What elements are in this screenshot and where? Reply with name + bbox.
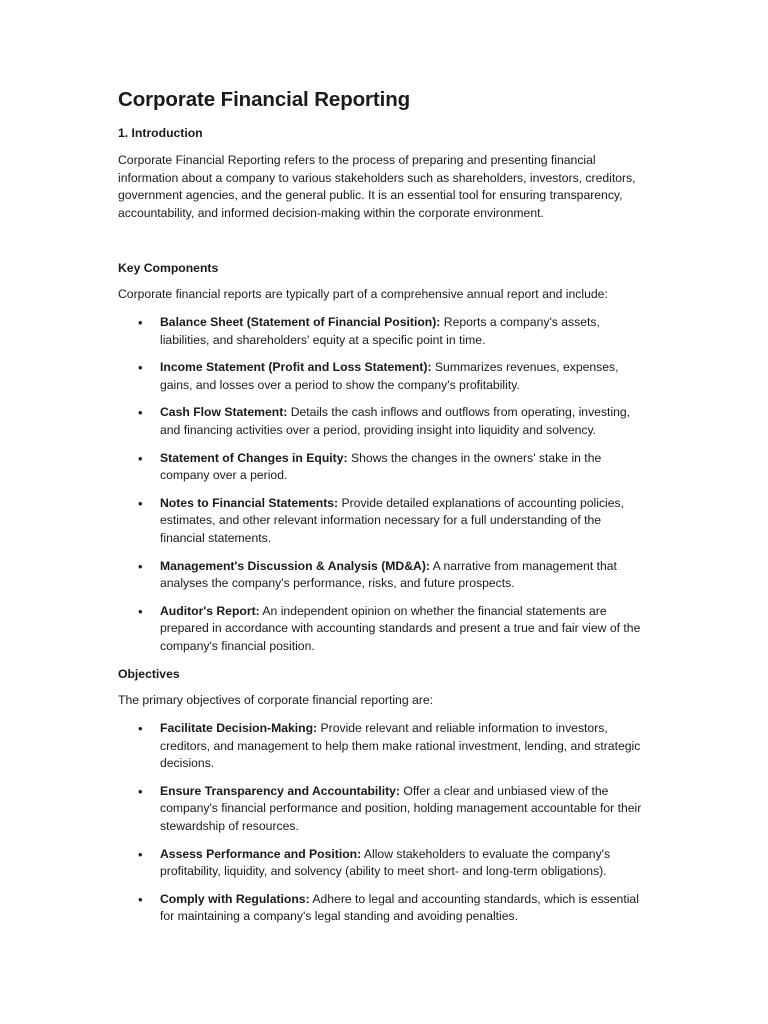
bullet-icon: • <box>138 603 143 619</box>
intro-paragraph: Corporate Financial Reporting refers to the process of preparing and presenting financial information about a company to various stakeholders such as shareholders, investors, creditors, government agencies, and the general public. It is an essential tool for ensuring transparency, accountability, and informed decision-making within the corporate environment. <box>118 153 636 220</box>
component-description: Details the cash inflows and outflows from operating, investing, and financing activities over a period, providing insight into liquidity and solvency. <box>160 405 631 437</box>
bullet-icon: • <box>138 783 143 799</box>
bullet-icon: • <box>138 846 143 862</box>
list-item <box>118 720 648 773</box>
document-title: Corporate Financial Reporting <box>118 88 411 111</box>
objective-description: Allow stakeholders to evaluate the company's profitability, liquidity, and solvency (ability to meet short- and long-term obligations). <box>160 846 611 879</box>
list-item <box>118 783 648 836</box>
bullet-icon: • <box>138 450 143 466</box>
key-components-heading: Key Components <box>118 261 219 276</box>
component-description: An independent opinion on whether the financial statements are prepared in accordance with accounting standards and present a true and fair view of the company's financial position. <box>160 603 641 653</box>
list-item <box>118 314 648 349</box>
list-item <box>118 891 648 926</box>
bullet-icon: • <box>138 495 143 511</box>
objectives-list <box>118 720 648 926</box>
objective-description: Provide relevant and reliable information to investors, creditors, and management to help them make rational investment, lending, and strategic decisions. <box>160 721 641 771</box>
objective-term: Ensure Transparency and Accountability: <box>160 783 400 798</box>
objective-description: Offer a clear and unbiased view of the company's financial performance and position, holding management accountable for their stewardship of resources. <box>160 783 642 834</box>
component-term: Statement of Changes in Equity: <box>160 450 348 465</box>
intro-heading: 1. Introduction <box>118 126 203 140</box>
list-item <box>118 603 648 656</box>
component-term: Cash Flow Statement: <box>160 405 288 420</box>
component-description: Provide detailed explanations of accounting policies, estimates, and other relevant information necessary for a full understanding of the financial statements. <box>160 495 625 545</box>
key-components-lead: Corporate financial reports are typically part of a comprehensive annual report and include: <box>118 287 608 302</box>
component-description: Reports a company's assets, liabilities, and shareholders' equity at a specific point in time. <box>160 314 600 347</box>
component-term: Income Statement (Profit and Loss Statement): <box>160 360 432 375</box>
bullet-icon: • <box>138 891 143 907</box>
bullet-icon: • <box>138 405 143 421</box>
bullet-icon: • <box>138 314 143 330</box>
key-components-list <box>118 314 648 656</box>
bullet-icon: • <box>138 558 143 574</box>
component-term: Notes to Financial Statements: <box>160 495 339 510</box>
component-term: Auditor's Report: <box>160 603 260 618</box>
list-item <box>118 495 648 548</box>
objectives-lead: The primary objectives of corporate financial reporting are: <box>118 693 433 708</box>
component-term: Balance Sheet (Statement of Financial Position): <box>160 314 441 329</box>
list-item <box>118 404 648 439</box>
bullet-icon: • <box>138 721 143 737</box>
objective-term: Assess Performance and Position: <box>160 846 362 861</box>
list-item <box>118 846 648 881</box>
objective-term: Facilitate Decision-Making: <box>160 721 318 736</box>
component-description: Shows the changes in the owners' stake in the company over a period. <box>160 450 602 483</box>
objective-term: Comply with Regulations: <box>160 891 310 906</box>
objectives-heading: Objectives <box>118 667 180 682</box>
list-item <box>118 450 648 485</box>
component-description: Summarizes revenues, expenses, gains, and losses over a period to show the company's profitability. <box>160 360 619 392</box>
component-description: A narrative from management that analyses the company's performance, risks, and future prospects. <box>160 558 617 591</box>
component-term: Management's Discussion & Analysis (MD&A): <box>160 558 430 573</box>
list-item <box>118 558 648 593</box>
list-item <box>118 359 648 394</box>
bullet-icon: • <box>138 360 143 376</box>
objective-description: Adhere to legal and accounting standards, which is essential for maintaining a company's legal standing and avoiding penalties. <box>160 891 639 924</box>
